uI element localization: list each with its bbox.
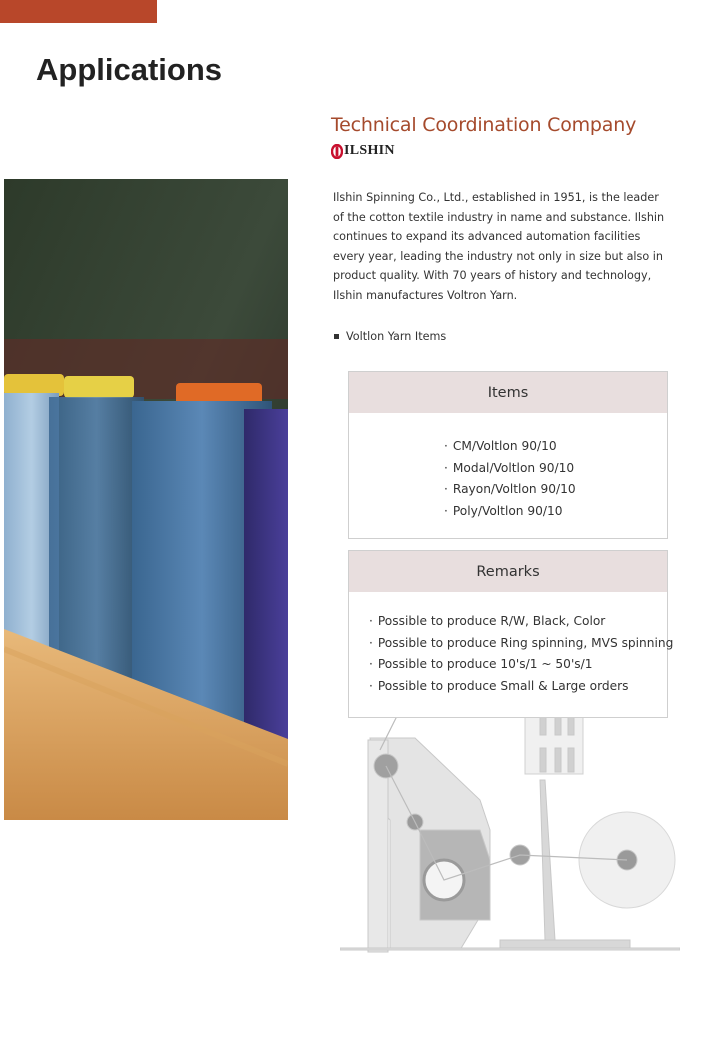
- logo-text: ILSHIN: [344, 143, 395, 158]
- company-title: Technical Coordination Company: [331, 114, 637, 136]
- bullet-square-icon: [334, 334, 339, 339]
- items-list: [444, 436, 576, 522]
- list-item: · Rayon/Voltlon 90/10: [444, 482, 576, 496]
- list-item: · Possible to produce R/W, Black, Color: [369, 614, 606, 628]
- list-item: · Modal/Voltlon 90/10: [444, 460, 575, 475]
- company-intro: Ilshin Spinning Co., Ltd., established in 1951, is the leader of the cotton textile industry in name and substance. Ilshin continues to expand its advanced automation facilities every year, leading the industry not only in size but also in product quality. With 70 years of history and technology, Ilshin manufactures Voltron Yarn.: [333, 191, 665, 302]
- list-item: · Possible to produce Ring spinning, MVS spinning: [369, 635, 674, 650]
- page-title: Applications: [36, 52, 223, 87]
- remarks-header: Remarks: [349, 551, 667, 592]
- list-item: · Possible to produce 10's/1 ~ 50's/1: [369, 657, 593, 671]
- yarn-spools-photo: [4, 179, 288, 820]
- remarks-box: [348, 550, 674, 718]
- section-label-text: Voltlon Yarn Items: [346, 330, 447, 343]
- spinning-machine-illustration: [340, 690, 680, 960]
- accent-bar: [0, 0, 157, 23]
- section-label: [334, 330, 446, 343]
- list-item: · Possible to produce Small & Large orders: [369, 678, 629, 693]
- logo-mark-icon: [331, 144, 343, 159]
- items-box: [348, 371, 668, 539]
- list-item: · CM/Voltlon 90/10: [444, 439, 557, 453]
- items-header: Items: [349, 372, 667, 413]
- remarks-list: [369, 611, 673, 697]
- company-logo: [331, 142, 395, 160]
- list-item: · Poly/Voltlon 90/10: [444, 503, 563, 518]
